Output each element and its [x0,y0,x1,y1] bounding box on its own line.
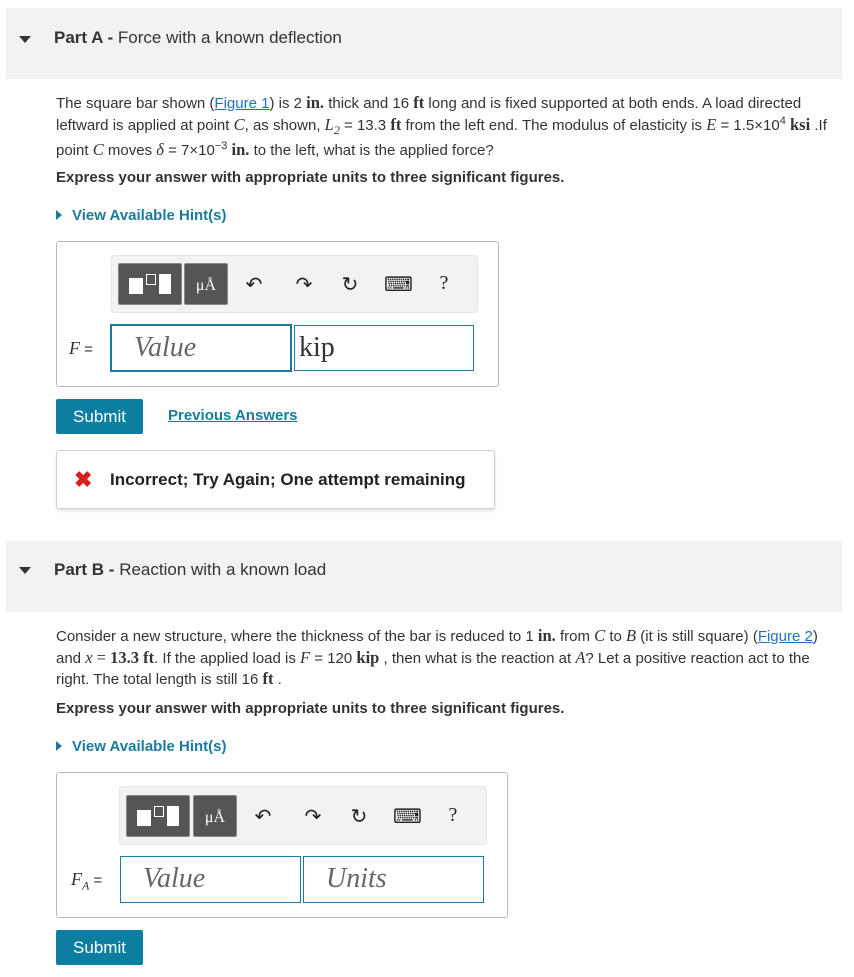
keyboard-icon[interactable]: ⌨ [393,806,422,828]
redo-icon[interactable]: ↷ [295,274,313,296]
part-b-value-input[interactable]: Value [120,856,301,903]
template-icon [137,810,151,826]
part-b-variable-label: $F_A$ = [71,869,103,893]
part-a-hint-toggle[interactable]: View Available Hint(s) [56,207,227,224]
part-b-problem-text: Consider a new structure, where the thickness of the bar is reduced to 1 in. from C to B (it is still square) (Figure 2) and x = 13.3 ft. If the applied load is F = 120 kip , then what is the reaction at A? Let a positive reaction act to the right. The total length is still 16 ft . [56,626,818,688]
units-mu-button[interactable]: μÅ [184,263,228,305]
part-a-submit-button[interactable]: Submit [56,399,143,434]
incorrect-feedback [56,450,495,509]
template-button[interactable] [126,795,190,837]
undo-icon[interactable]: ↶ [245,274,263,296]
part-a-unit-input[interactable]: kip [294,325,474,371]
part-b-hint-toggle[interactable]: View Available Hint(s) [56,738,227,755]
redo-icon[interactable]: ↷ [304,806,322,828]
part-b-instruction: Express your answer with appropriate units to three significant figures. [56,700,565,717]
keyboard-icon[interactable]: ⌨ [384,274,413,296]
part-b-heading: Reaction with a known load [119,560,327,579]
template-icon [129,278,143,294]
feedback-text: Incorrect; Try Again; One attempt remaining [110,470,466,489]
previous-answers-link[interactable]: Previous Answers [168,407,298,424]
part-a-value-input[interactable]: Value [110,324,292,372]
collapse-triangle-down-icon[interactable] [19,567,31,574]
units-mu-button[interactable]: μÅ [193,795,237,837]
part-a-heading: Force with a known deflection [117,28,342,47]
part-a-title: Part A - Force with a known deflection [54,28,342,47]
x-mark-icon: ✖ [74,467,93,492]
part-b-unit-input[interactable]: Units [303,856,484,903]
collapse-triangle-down-icon[interactable] [19,36,31,43]
reset-icon[interactable]: ↻ [350,806,368,828]
part-a-problem-text: The square bar shown (Figure 1) is 2 in. thick and 16 ft long and is fixed supported at both ends. A load directed leftward is applied at point C, as shown, $L_2 = 13.3$ ft from the left end. The modulus of elasticity is $E = 1.5\times 10^4$ ksi .If point C moves $\delta = 7\times 10^{-3}$ in. to the left, what is the applied force? [56,93,827,159]
part-a-instruction: Express your answer with appropriate units to three significant figures. [56,169,565,186]
figure-1-link[interactable]: Figure 1 [214,95,270,112]
figure-2-link[interactable]: Figure 2 [757,628,813,645]
template-button[interactable] [118,263,182,305]
undo-icon[interactable]: ↶ [254,806,272,828]
part-b-label: Part B [54,560,105,579]
caret-right-icon [56,210,62,220]
caret-right-icon [56,741,62,751]
reset-icon[interactable]: ↻ [341,274,359,296]
part-a-variable-label: F = [69,338,93,358]
part-b-submit-button[interactable]: Submit [56,930,143,965]
part-a-label: Part A [54,28,103,47]
help-icon[interactable]: ? [448,804,458,826]
part-b-title: Part B - Reaction with a known load [54,560,327,579]
help-icon[interactable]: ? [439,272,449,294]
